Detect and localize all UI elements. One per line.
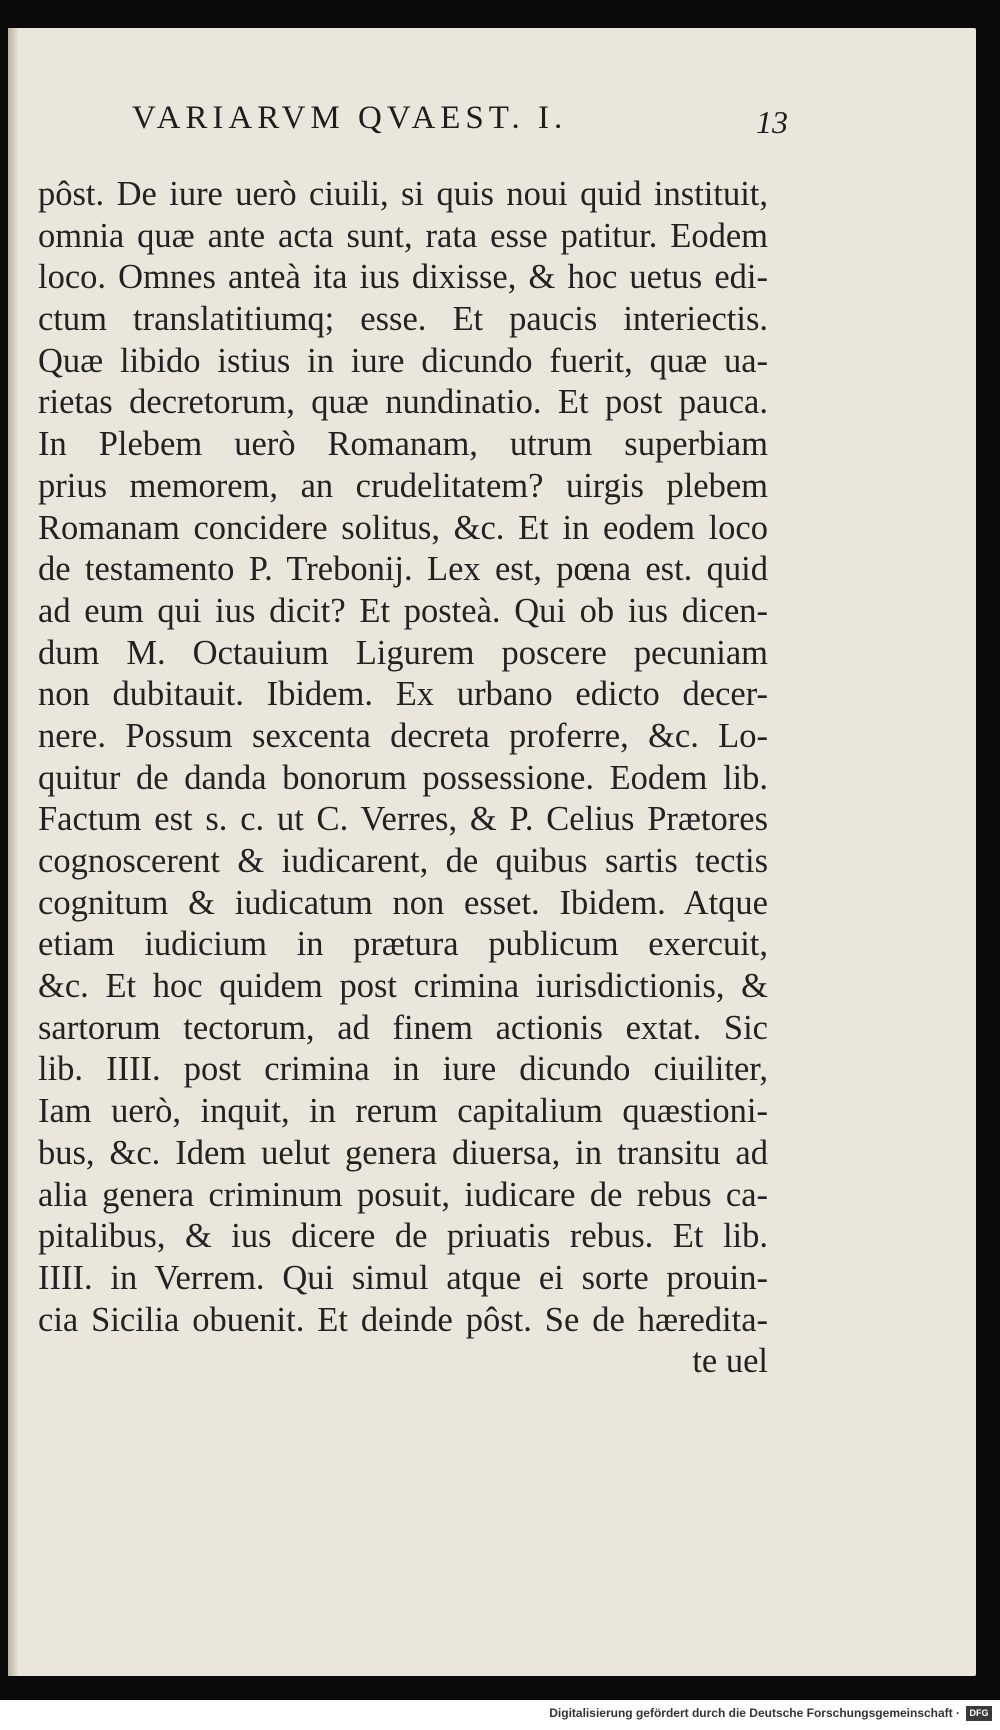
dfg-logo-icon: DFG [966,1706,992,1721]
text-line: bus, &c. Idem uelut genera diuersa, in transitu ad [38,1133,768,1172]
text-line: sartorum tectorum, ad finem actionis extat. Sic [38,1008,768,1047]
text-line: In Plebem uerò Romanam, utrum superbiam [38,425,768,464]
text-line: &c. Et hoc quidem post crimina iurisdictionis, & [38,967,768,1006]
text-line: Iam uerò, inquit, in rerum capitalium quæstioni- [38,1092,768,1131]
text-line: quitur de danda bonorum possessione. Eodem lib. [38,758,768,797]
footer-bar [0,1700,1000,1730]
text-line: etiam iudicium in prætura publicum exercuit, [38,925,768,964]
text-line: cognoscerent & iudicarent, de quibus sartis tectis [38,842,768,880]
text-line: prius memorem, an crudelitatem? uirgis plebem [38,466,768,505]
main-text-block [38,174,768,1383]
page-number: 13 [756,104,788,140]
text-line: loco. Omnes anteà ita ius dixisse, & hoc uetus edi- [38,258,768,297]
page-binding-edge [8,28,18,1676]
text-line: pitalibus, & ius dicere de priuatis rebus. Et lib. [38,1217,768,1256]
text-line: rietas decretorum, quæ nundinatio. Et post pauca. [38,383,768,422]
text-line: Romanam concidere solitus, &c. Et in eodem loco [38,508,768,547]
text-line: ctum translatitiumq; esse. Et paucis interiectis. [38,300,768,339]
text-line: non dubitauit. Ibidem. Ex urbano edicto decer- [38,675,768,714]
text-line: lib. IIII. post crimina in iure dicundo ciuiliter, [38,1050,768,1089]
text-line: alia genera criminum posuit, iudicare de rebus ca- [38,1175,768,1214]
book-page [8,28,976,1676]
funding-credit: Digitalisierung gefördert durch die Deutsche Forschungsgemeinschaft · [549,1706,960,1720]
text-line: nere. Possum sexcenta decreta proferre, &c. Lo- [38,716,768,755]
running-title: VARIARVM QVAEST. I. [132,100,568,136]
text-line: omnia quæ ante acta sunt, rata esse patitur. Eodem [38,216,768,255]
text-line: pôst. De iure uerò ciuili, si quis noui quid instituit, [38,175,768,213]
text-line: Quæ libido istius in iure dicundo fuerit, quæ ua- [38,341,768,380]
text-line: cia Sicilia obuenit. Et deinde pôst. Se de hæredita- [38,1300,768,1339]
text-line: de testamento P. Trebonij. Lex est, pœna est. quid [38,550,768,589]
text-line: ad eum qui ius dicit? Et posteà. Qui ob ius dicen- [38,591,768,630]
text-line: IIII. in Verrem. Qui simul atque ei sorte prouin- [38,1258,768,1297]
text-line: dum M. Octauium Ligurem poscere pecuniam [38,633,768,672]
text-line: Factum est s. c. ut C. Verres, & P. Celius Prætores [38,800,768,839]
text-line: cognitum & iudicatum non esset. Ibidem. Atque [38,883,768,922]
text-line: te uel [692,1342,768,1381]
